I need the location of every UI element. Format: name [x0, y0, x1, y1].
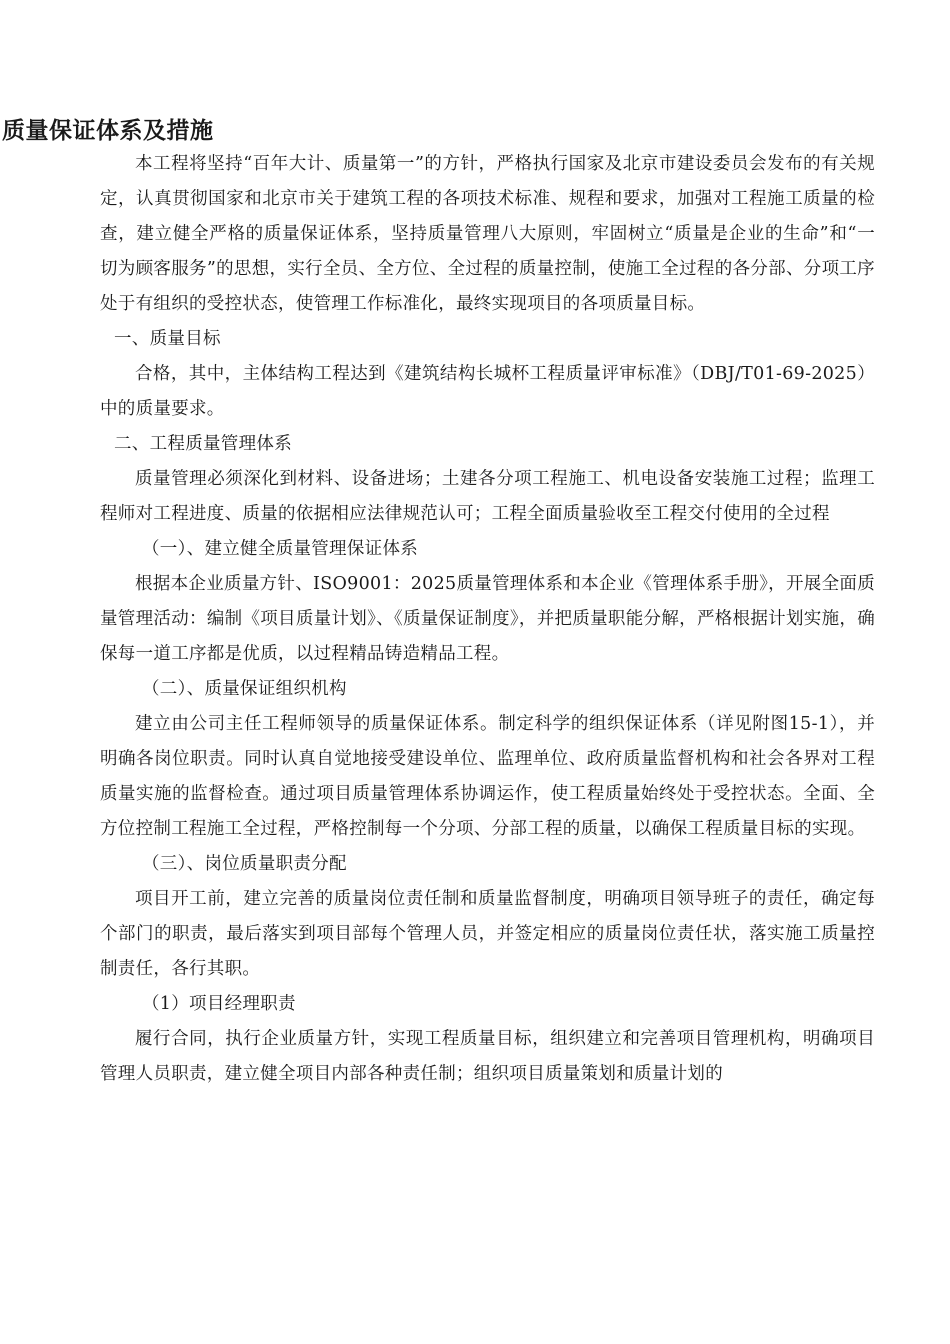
subsection-2-paragraph: 建立由公司主任工程师领导的质量保证体系。制定科学的组织保证体系（详见附图15-1），并明确各岗位职责。同时认真自觉地接受建设单位、监理单位、政府质量监督机构和社会各界对工程质量实施的监督检查。通过项目质量管理体系协调运作，使工程质量始终处于受控状态。全面、全方位控制工程施工全过程，严格控制每一个分项、分部工程的质量，以确保工程质量目标的实现。	[100, 714, 875, 839]
intro-paragraph: 本工程将坚持“百年大计、质量第一”的方针，严格执行国家及北京市建设委员会发布的有关规定，认真贯彻国家和北京市关于建筑工程的各项技术标准、规程和要求，加强对工程施工质量的检查，建立健全严格的质量保证体系，坚持质量管理八大原则，牢固树立“质量是企业的生命”和“一切为顾客服务”的思想，实行全员、全方位、全过程的质量控制，使施工全过程的各分部、分项工序处于有组织的受控状态，使管理工作标准化，最终实现项目的各项质量目标。	[100, 154, 875, 314]
item-project-manager-paragraph: 履行合同，执行企业质量方针，实现工程质量目标，组织建立和完善项目管理机构，明确项目管理人员职责，建立健全项目内部各种责任制；组织项目质量策划和质量计划的	[100, 1029, 875, 1084]
item-heading-project-manager: （1）项目经理职责	[142, 994, 296, 1014]
page-title: 质量保证体系及措施	[2, 118, 214, 144]
subsection-heading-1: （一）、建立健全质量管理保证体系	[142, 539, 419, 559]
section-heading-quality-system: 二、工程质量管理体系	[114, 434, 292, 454]
document-body	[100, 147, 875, 1092]
subsection-1-paragraph: 根据本企业质量方针、ISO9001：2025质量管理体系和本企业《管理体系手册》，开展全面质量管理活动：编制《项目质量计划》、《质量保证制度》，并把质量职能分解，严格根据计划实施，确保每一道工序都是优质，以过程精品铸造精品工程。	[100, 574, 875, 664]
section-heading-quality-goal: 一、质量目标	[114, 329, 221, 349]
quality-system-paragraph: 质量管理必须深化到材料、设备进场；土建各分项工程施工、机电设备安装施工过程；监理工程师对工程进度、质量的依据相应法律规范认可；工程全面质量验收至工程交付使用的全过程	[100, 469, 875, 524]
subsection-3-paragraph: 项目开工前，建立完善的质量岗位责任制和质量监督制度，明确项目领导班子的责任，确定每个部门的职责，最后落实到项目部每个管理人员，并签定相应的质量岗位责任状，落实施工质量控制责任，各行其职。	[100, 889, 875, 979]
quality-goal-paragraph: 合格，其中，主体结构工程达到《建筑结构长城杯工程质量评审标准》（DBJ/T01-69-2025）中的质量要求。	[100, 364, 875, 419]
subsection-heading-2: （二）、质量保证组织机构	[142, 679, 347, 699]
subsection-heading-3: （三）、岗位质量职责分配	[142, 854, 347, 874]
